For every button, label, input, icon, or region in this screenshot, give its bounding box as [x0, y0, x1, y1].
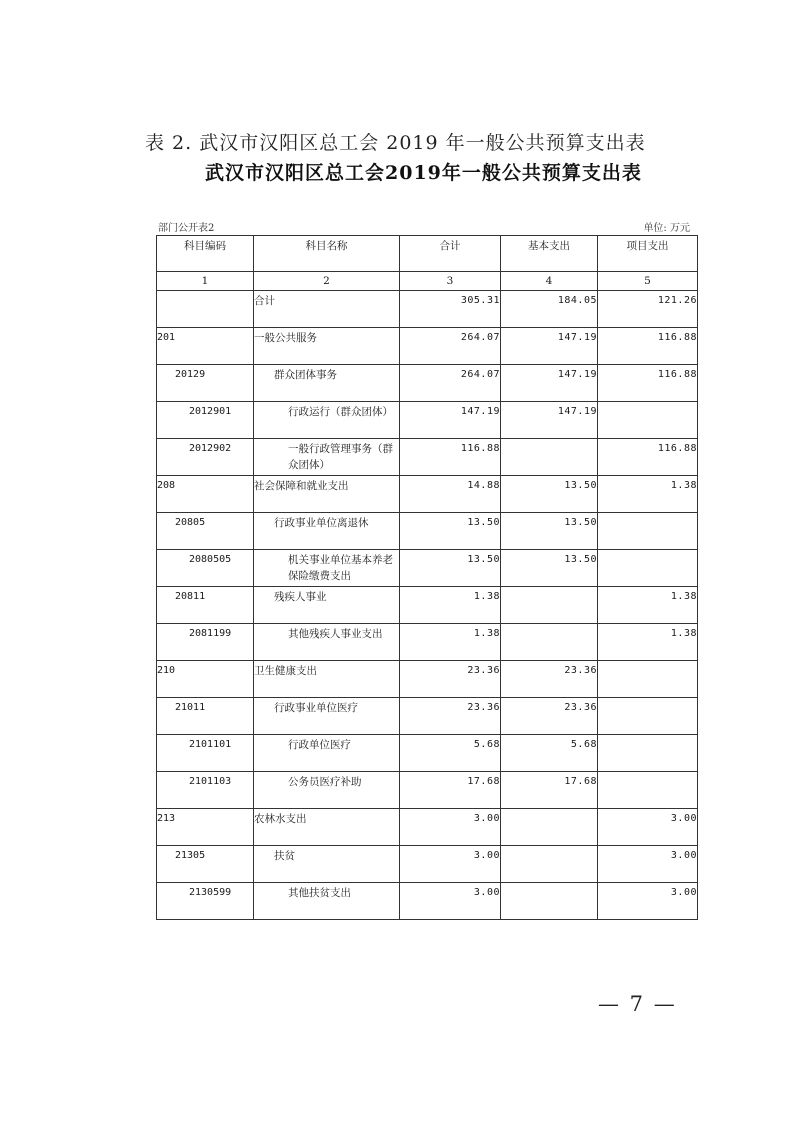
total-cell: 23.36 [400, 661, 501, 698]
form-label: 部门公开表2 [158, 223, 215, 234]
name-cell: 公务员医疗补助 [254, 772, 400, 809]
project-expenditure-cell [598, 735, 698, 772]
name-cell: 合计 [254, 291, 400, 328]
table-row [157, 402, 698, 439]
name-cell: 行政单位医疗 [254, 735, 400, 772]
total-cell: 264.07 [400, 328, 501, 365]
basic-expenditure-cell: 17.68 [501, 772, 598, 809]
code-cell: 208 [157, 476, 254, 513]
column-header-project: 项目支出 [598, 236, 698, 272]
project-expenditure-cell: 116.88 [598, 439, 698, 476]
basic-expenditure-cell: 23.36 [501, 661, 598, 698]
basic-expenditure-cell [501, 809, 598, 846]
code-cell: 20129 [157, 365, 254, 402]
table-title: 武汉市汉阳区总工会2019年一般公共预算支出表 [205, 162, 642, 184]
total-cell: 14.88 [400, 476, 501, 513]
code-cell: 21305 [157, 846, 254, 883]
table-row [157, 735, 698, 772]
project-expenditure-cell: 116.88 [598, 328, 698, 365]
name-cell: 扶贫 [254, 846, 400, 883]
total-cell: 116.88 [400, 439, 501, 476]
table-header-row [157, 236, 698, 272]
total-cell: 13.50 [400, 513, 501, 550]
basic-expenditure-cell: 13.50 [501, 476, 598, 513]
basic-expenditure-cell [501, 624, 598, 661]
project-expenditure-cell [598, 698, 698, 735]
page-number: — 7 — [598, 992, 677, 1016]
project-expenditure-cell [598, 661, 698, 698]
project-expenditure-cell: 121.26 [598, 291, 698, 328]
basic-expenditure-cell [501, 587, 598, 624]
table-row [157, 365, 698, 402]
project-expenditure-cell: 1.38 [598, 624, 698, 661]
name-cell: 机关事业单位基本养老保险缴费支出 [254, 550, 400, 587]
code-cell: 2080505 [157, 550, 254, 587]
code-cell: 2081199 [157, 624, 254, 661]
table-row [157, 661, 698, 698]
project-expenditure-cell [598, 402, 698, 439]
table-row [157, 328, 698, 365]
code-cell: 2012901 [157, 402, 254, 439]
table-row [157, 772, 698, 809]
table-row [157, 476, 698, 513]
basic-expenditure-cell: 5.68 [501, 735, 598, 772]
basic-expenditure-cell: 147.19 [501, 402, 598, 439]
name-cell: 群众团体事务 [254, 365, 400, 402]
code-cell: 2101103 [157, 772, 254, 809]
basic-expenditure-cell: 147.19 [501, 365, 598, 402]
table-row [157, 883, 698, 920]
table-row [157, 291, 698, 328]
total-cell: 3.00 [400, 846, 501, 883]
unit-label: 单位: 万元 [643, 223, 690, 234]
project-expenditure-cell: 1.38 [598, 587, 698, 624]
total-cell: 1.38 [400, 587, 501, 624]
column-header-basic: 基本支出 [501, 236, 598, 272]
name-cell: 残疾人事业 [254, 587, 400, 624]
budget-expenditure-table [156, 235, 698, 920]
project-expenditure-cell: 3.00 [598, 846, 698, 883]
basic-expenditure-cell: 184.05 [501, 291, 598, 328]
table-row [157, 587, 698, 624]
basic-expenditure-cell: 13.50 [501, 513, 598, 550]
name-cell: 行政运行（群众团体） [254, 402, 400, 439]
total-cell: 3.00 [400, 809, 501, 846]
table-row [157, 513, 698, 550]
total-cell: 147.19 [400, 402, 501, 439]
code-cell: 20811 [157, 587, 254, 624]
project-expenditure-cell: 3.00 [598, 809, 698, 846]
code-cell: 201 [157, 328, 254, 365]
basic-expenditure-cell: 13.50 [501, 550, 598, 587]
table-row [157, 846, 698, 883]
total-cell: 23.36 [400, 698, 501, 735]
table-row [157, 809, 698, 846]
project-expenditure-cell: 3.00 [598, 883, 698, 920]
column-number-row [157, 272, 698, 291]
column-header-code: 科目编码 [157, 236, 254, 272]
name-cell: 农林水支出 [254, 809, 400, 846]
total-cell: 3.00 [400, 883, 501, 920]
total-cell: 1.38 [400, 624, 501, 661]
table-row [157, 698, 698, 735]
table-row [157, 550, 698, 587]
column-header-name: 科目名称 [254, 236, 400, 272]
basic-expenditure-cell: 147.19 [501, 328, 598, 365]
code-cell: 21011 [157, 698, 254, 735]
total-cell: 13.50 [400, 550, 501, 587]
column-header-total: 合计 [400, 236, 501, 272]
name-cell: 卫生健康支出 [254, 661, 400, 698]
column-number: 1 [157, 272, 254, 291]
column-number: 5 [598, 272, 698, 291]
table-row [157, 624, 698, 661]
total-cell: 305.31 [400, 291, 501, 328]
basic-expenditure-cell [501, 439, 598, 476]
code-cell: 20805 [157, 513, 254, 550]
column-number: 4 [501, 272, 598, 291]
code-cell: 2130599 [157, 883, 254, 920]
code-cell: 213 [157, 809, 254, 846]
code-cell: 2101101 [157, 735, 254, 772]
project-expenditure-cell [598, 550, 698, 587]
total-cell: 264.07 [400, 365, 501, 402]
name-cell: 行政事业单位离退休 [254, 513, 400, 550]
name-cell: 其他扶贫支出 [254, 883, 400, 920]
project-expenditure-cell [598, 513, 698, 550]
project-expenditure-cell: 116.88 [598, 365, 698, 402]
total-cell: 17.68 [400, 772, 501, 809]
code-cell: 210 [157, 661, 254, 698]
name-cell: 行政事业单位医疗 [254, 698, 400, 735]
code-cell [157, 291, 254, 328]
name-cell: 一般公共服务 [254, 328, 400, 365]
name-cell: 一般行政管理事务（群众团体） [254, 439, 400, 476]
basic-expenditure-cell: 23.36 [501, 698, 598, 735]
basic-expenditure-cell [501, 883, 598, 920]
table-row [157, 439, 698, 476]
document-heading: 表 2. 武汉市汉阳区总工会 2019 年一般公共预算支出表 [145, 132, 646, 154]
project-expenditure-cell [598, 772, 698, 809]
column-number: 2 [254, 272, 400, 291]
total-cell: 5.68 [400, 735, 501, 772]
project-expenditure-cell: 1.38 [598, 476, 698, 513]
name-cell: 其他残疾人事业支出 [254, 624, 400, 661]
basic-expenditure-cell [501, 846, 598, 883]
name-cell: 社会保障和就业支出 [254, 476, 400, 513]
column-number: 3 [400, 272, 501, 291]
code-cell: 2012902 [157, 439, 254, 476]
